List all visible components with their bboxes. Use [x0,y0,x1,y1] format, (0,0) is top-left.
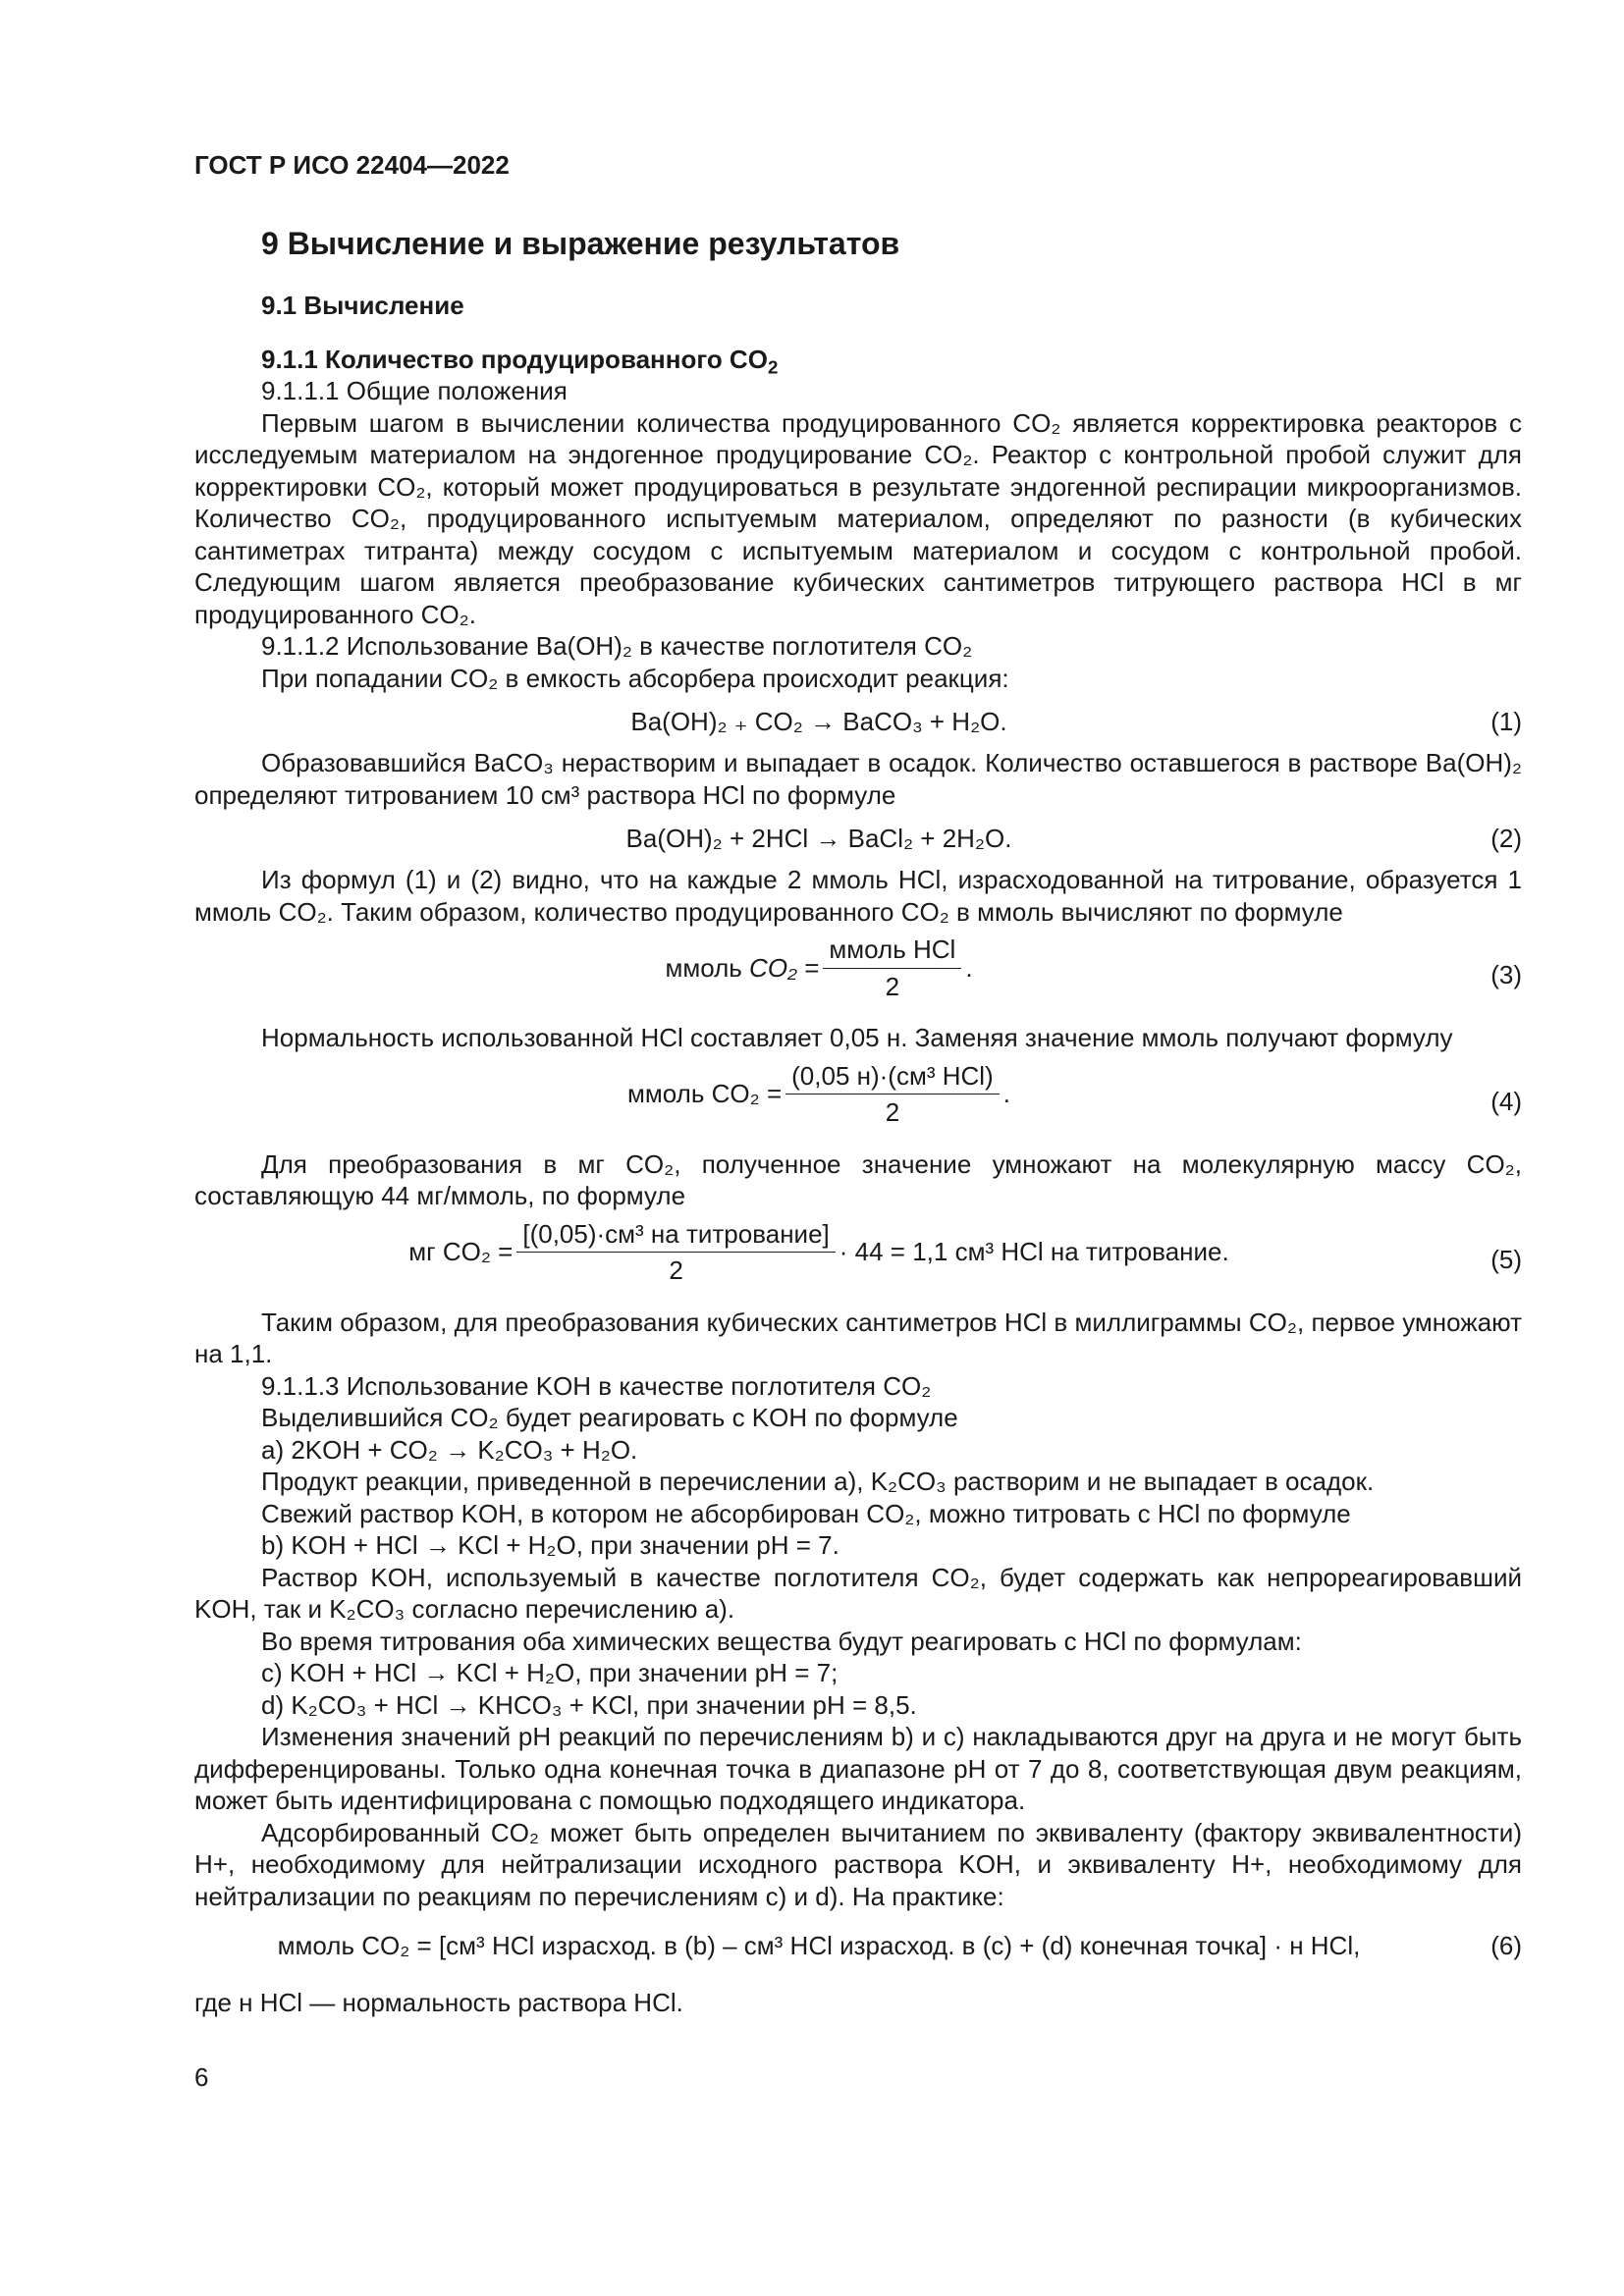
paragraph-fresh-koh: Свежий раствор KOH, в котором не абсорбирован CO₂, можно титровать с HCl по формуле [261,1498,1351,1528]
paragraph-reaction-intro: При попадании CO₂ в емкость абсорбера происходит реакция: [261,663,1009,693]
equation-5-numerator: [(0,05)·см³ на титрование] [516,1218,835,1254]
equation-2-expression: Ba(OH)₂ + 2HCl → BaCl₂ + 2H₂O. [625,824,1012,853]
list-item-b: b) KOH + HCl → KCl + H₂O, при значении pH = 7. [261,1530,839,1560]
subsubsection-title-subscript: 2 [767,356,779,378]
main-content [194,224,1522,2019]
equation-4-expression [194,1060,1443,1129]
equation-3-fraction [823,934,961,1002]
equation-1-expression: Ba(OH)₂ ₊ CO₂ → BaCO₃ + H₂O. [630,707,1007,736]
equation-2-number: (2) [1490,824,1522,853]
paragraph-mg-conversion: Для преобразования в мг CO₂, полученное значение умножают на молекулярную массу CO₂, составляющую 44 мг/ммоль, по формуле [194,1148,1522,1210]
equation-4-numerator: (0,05 н)·(см³ HCl) [785,1060,1000,1095]
paragraph-koh-solution: Раствор KOH, используемый в качестве поглотителя CO₂, будет содержать как непрореагировавший KOH, так и K₂CO₃ согласно перечислению a). [194,1562,1522,1624]
equation-4-denominator: 2 [885,1097,900,1127]
paragraph-baco3: Образовавшийся BaCO₃ нерастворим и выпадает в осадок. Количество оставшегося в растворе Ba(OH)₂ определяют титрованием 10 см³ раствора HCl по формуле [194,748,1522,810]
equation-3-period: . [965,952,973,983]
equation-3 [194,928,1522,1022]
equation-3-number: (3) [1490,960,1522,989]
section-title: 9 Вычисление и выражение результатов [261,226,900,261]
equation-3-equals: = [804,952,820,983]
equation-1-number: (1) [1490,707,1522,736]
equation-4 [194,1054,1522,1148]
paragraph-koh-reaction: Выделившийся CO₂ будет реагировать с KOH по формуле [261,1403,958,1432]
paragraph-normality: Нормальность использованной HCl составляет 0,05 н. Заменяя значение ммоль получают формулу [261,1023,1453,1052]
list-item-d: d) K₂CO₃ + HCl → KHCO₃ + KCl, при значении pH = 8,5. [261,1689,917,1720]
clause-koh: 9.1.1.3 Использование KOH в качестве поглотителя CO₂ [261,1370,932,1401]
equation-4-number: (4) [1490,1086,1522,1116]
equation-3-left: ммоль [665,952,742,983]
equation-3-variable: CO₂ [749,952,797,983]
equation-5-left: мг CO₂ = [408,1237,514,1267]
equation-6-expression: ммоль CO₂ = [см³ HCl израсход. в (b) – см³ HCl израсход. в (c) + (d) конечная точка] · н HCl, [277,1931,1361,1960]
paragraph-where: где н HCl — нормальность раствора HCl. [194,1988,683,2017]
clause-general: 9.1.1.1 Общие положения [261,376,568,405]
equation-3-expression [194,934,1443,1002]
equation-4-fraction [785,1060,1000,1129]
page-number: 6 [194,2062,209,2092]
subsubsection-title [261,344,1522,376]
equation-5-fraction [516,1218,835,1287]
equation-5-number: (5) [1490,1244,1522,1274]
equation-5-expression [194,1218,1443,1287]
subsubsection-title-text: 9.1.1 Количество продуцированного CO [261,344,768,374]
equation-3-denominator: 2 [885,971,900,1001]
paragraph-adsorbed-co2: Адсорбированный CO₂ может быть определен вычитанием по эквиваленту (фактору эквивалентности) H+, необходимому для нейтрализации исходного раствора KOH, и эквиваленту H+, необходимому для нейтрализации по реакциям по перечислениям c) и d). На практике: [194,1817,1522,1911]
equation-2 [194,811,1522,864]
paragraph-conclusion: Таким образом, для преобразования кубических сантиметров HCl в миллиграммы CO₂, первое умножают на 1,1. [194,1307,1522,1368]
document-standard-id: ГОСТ Р ИСО 22404—2022 [194,150,510,180]
equation-6 [194,1912,1522,1973]
equation-4-period: . [1002,1079,1010,1109]
paragraph-ph-changes: Изменения значений pH реакций по перечислениям b) и c) накладываются друг на друга и не могут быть дифференцированы. Только одна конечная точка в диапазоне pH от 7 до 8, соответствующая двум реакциям, может быть идентифицирована с помощью подходящего индикатора. [194,1722,1522,1815]
paragraph-k2co3-soluble: Продукт реакции, приведенной в перечислении a), K₂CO₃ растворим и не выпадает в осадок. [261,1467,1375,1496]
equation-5 [194,1212,1522,1307]
paragraph-titration: Во время титрования оба химических вещества будут реагировать с HCl по формулам: [261,1626,1302,1656]
equation-3-numerator: ммоль HCl [823,934,961,969]
paragraph-first-step: Первым шагом в вычислении количества продуцированного CO₂ является корректировка реакторов с исследуемым материалом на эндогенное продуцирование CO₂. Реактор с контрольной пробой служит для корректировки CO₂, который может продуцироваться в результате эндогенной респирации микроорганизмов. Количество CO₂, продуцированного испытуемым материалом, определяют по разности (в кубических сантиметрах титранта) между сосудом с испытуемым материалом и сосудом с контрольной пробой. Следующим шагом является преобразование кубических сантиметров титрующего раствора HCl в мг продуцированного CO₂. [194,407,1522,629]
list-item-a: a) 2KOH + CO₂ → K₂CO₃ + H₂O. [261,1434,638,1465]
equation-1 [194,694,1522,747]
equation-4-left: ммоль CO₂ = [627,1079,783,1109]
list-item-c: c) KOH + HCl → KCl + H₂O, при значении pH = 7; [261,1658,839,1687]
equation-5-tail: · 44 = 1,1 см³ HCl на титрование. [839,1237,1229,1267]
clause-baoh2: 9.1.1.2 Использование Ba(OH)₂ в качестве поглотителя CO₂ [261,631,973,661]
equation-5-denominator: 2 [669,1255,683,1285]
equation-6-number: (6) [1490,1931,1522,1960]
subsection-title: 9.1 Вычисление [261,291,464,320]
paragraph-from-formulas: Из формул (1) и (2) видно, что на каждые 2 ммоль HCl, израсходованной на титрование, образуется 1 ммоль CO₂. Таким образом, количество продуцированного CO₂ в ммоль вычисляют по формуле [194,865,1522,927]
